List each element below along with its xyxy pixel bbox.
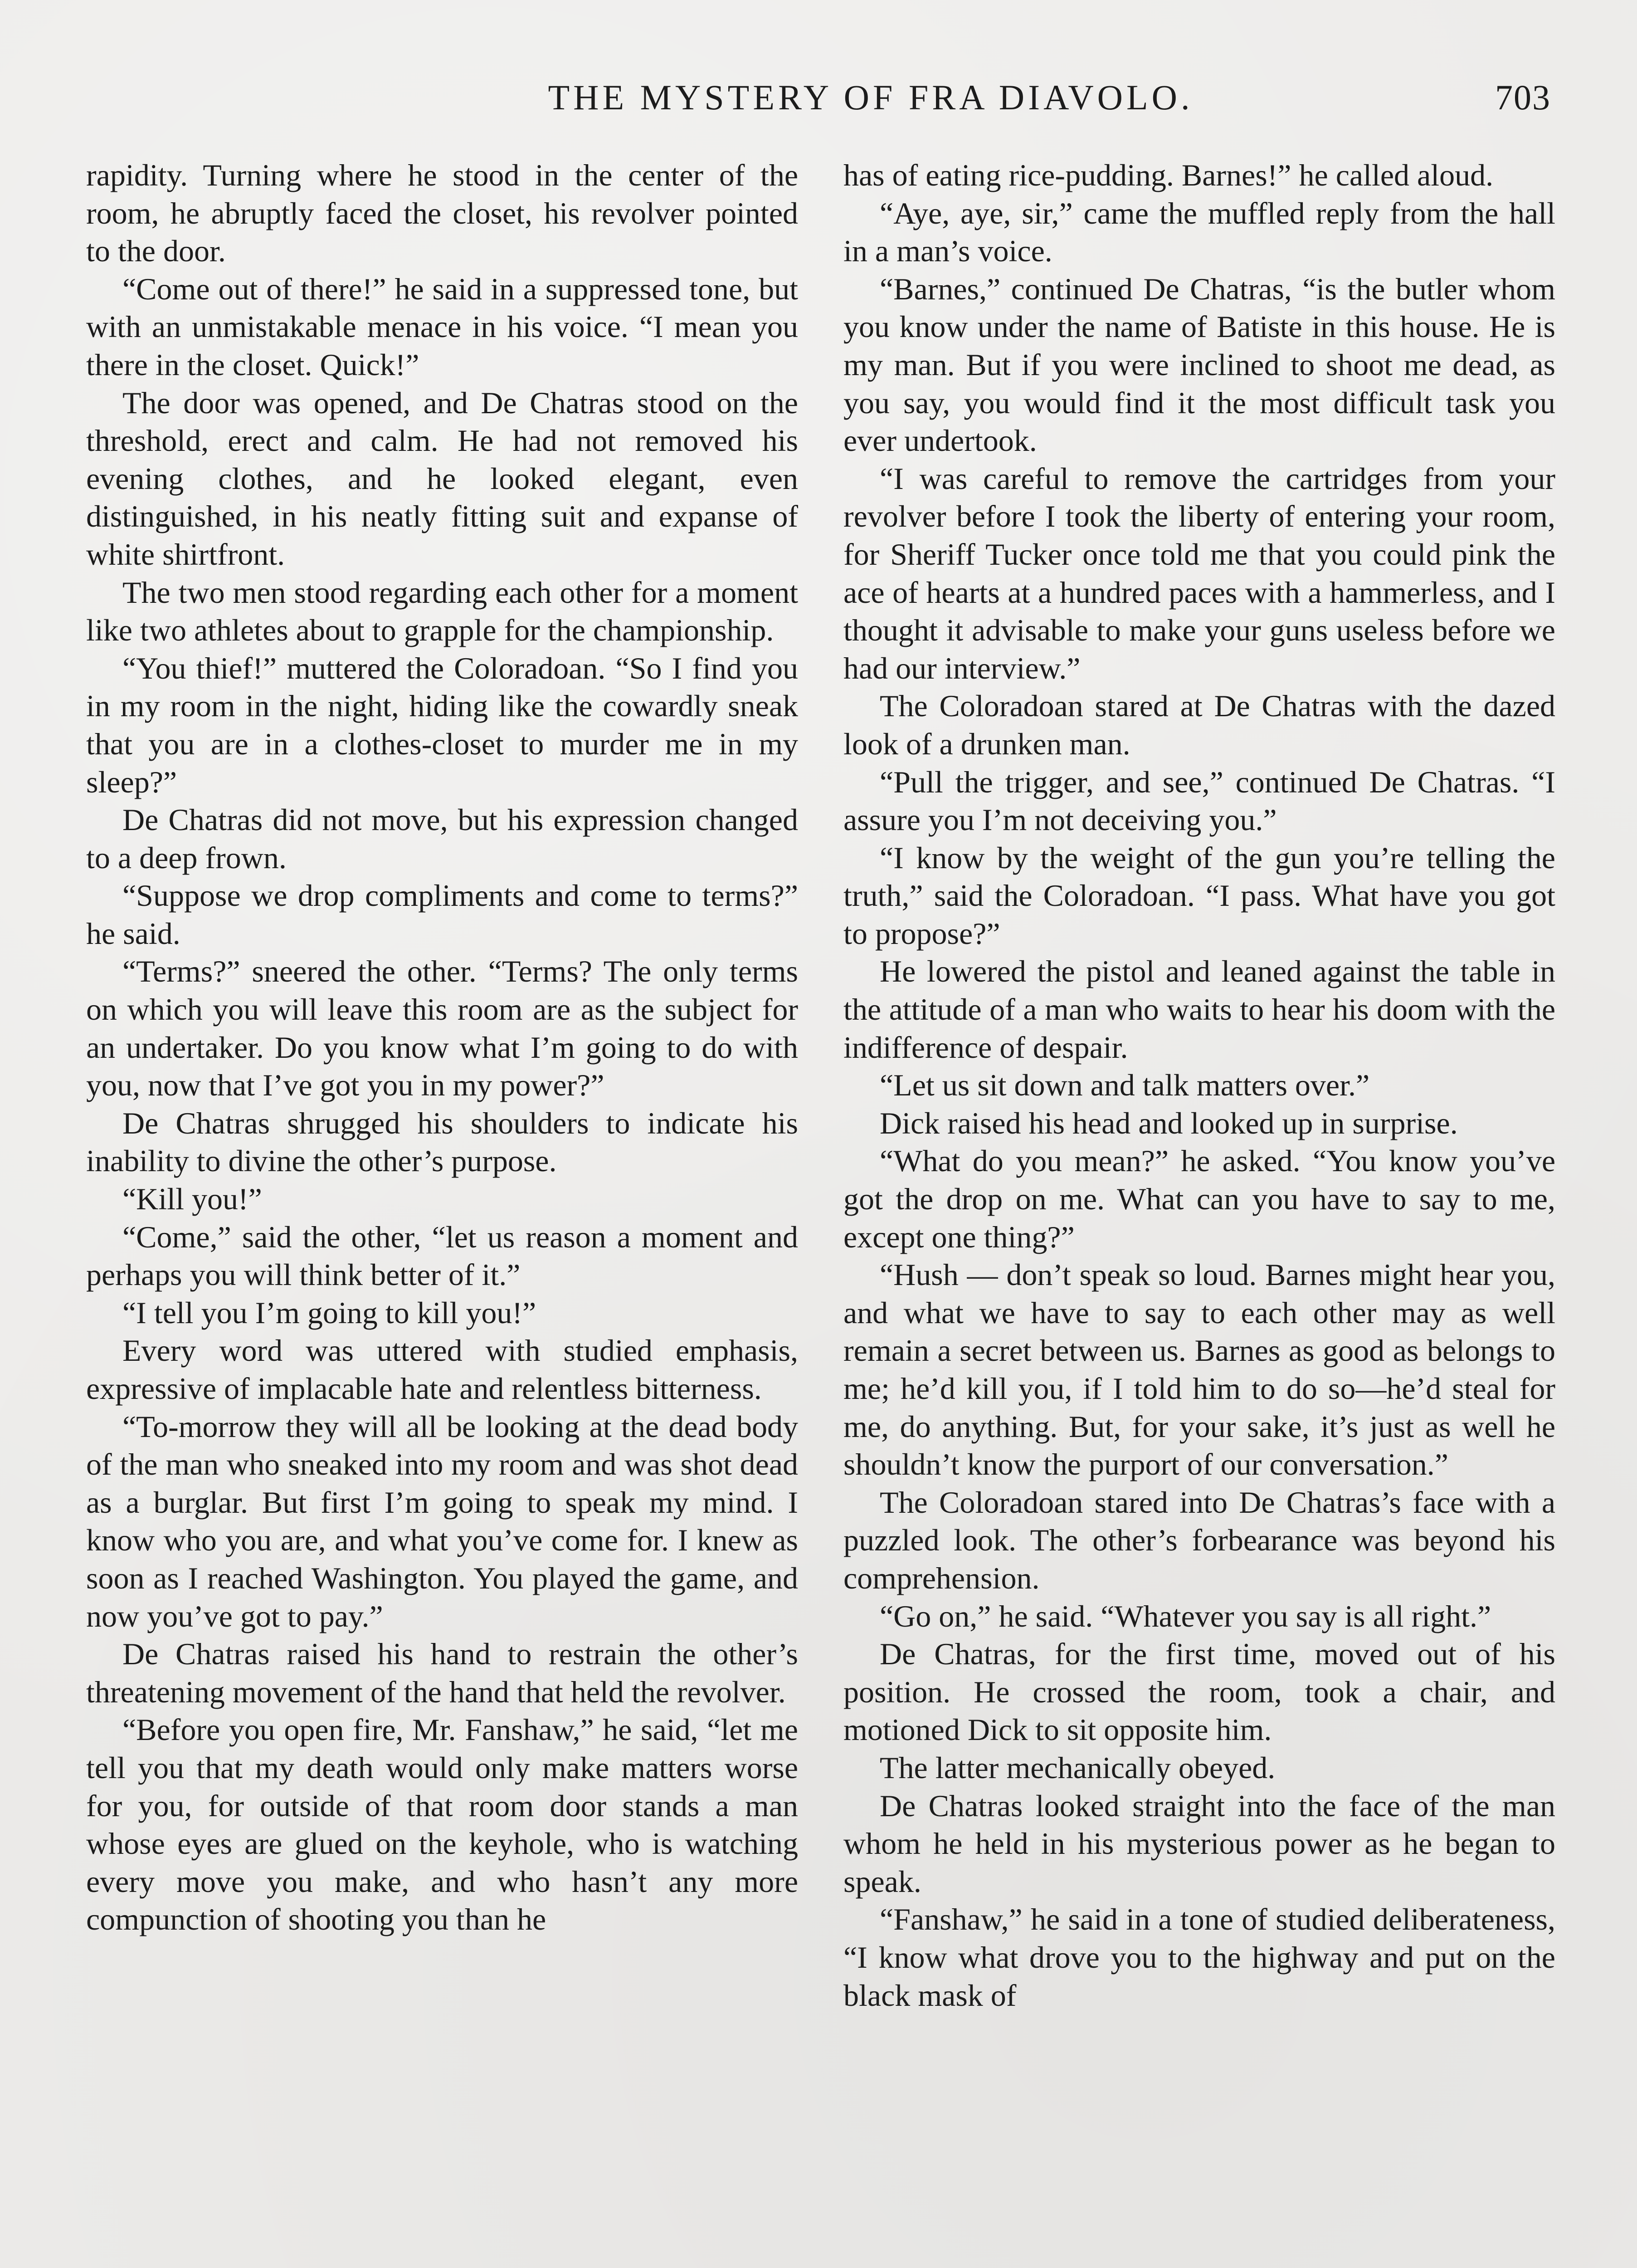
- text-column-right: [843, 156, 1555, 2268]
- paragraph: The two men stood regarding each other for a moment like two athletes about to grapple for the championship.: [86, 575, 798, 648]
- paragraph: “Go on,” he said. “Whatever you say is all right.”: [880, 1598, 1491, 1633]
- paragraph: has of eating rice-pudding. Barnes!” he called aloud.: [843, 158, 1494, 192]
- paragraph: “Aye, aye, sir,” came the muffled reply from the hall in a man’s voice.: [843, 196, 1555, 269]
- running-title: THE MYSTERY OF FRA DIAVOLO.: [548, 78, 1194, 117]
- text-column-left: [86, 156, 798, 2268]
- paragraph: De Chatras, for the first time, moved out of his position. He crossed the room, took a chair, and motioned Dick to sit opposite him.: [843, 1637, 1555, 1747]
- paragraph: “I know by the weight of the gun you’re telling the truth,” said the Coloradoan. “I pass. What have you got to propose?”: [843, 840, 1555, 951]
- paragraph: “What do you mean?” he asked. “You know you’ve got the drop on me. What can you have to say to me, except one thing?”: [843, 1144, 1555, 1254]
- paragraph: De Chatras raised his hand to restrain the other’s threatening movement of the hand that held the revolver.: [86, 1637, 798, 1709]
- paragraph: Dick raised his head and looked up in surprise.: [880, 1105, 1458, 1140]
- paragraph: De Chatras did not move, but his expression changed to a deep frown.: [86, 802, 798, 875]
- page-number: 703: [1495, 78, 1551, 117]
- paragraph: “Kill you!”: [122, 1182, 262, 1217]
- paragraph: “Fanshaw,” he said in a tone of studied deliberateness, “I know what drove you to the highway and put on the black mask of: [843, 1902, 1555, 2013]
- paragraph: “Terms?” sneered the other. “Terms? The only terms on which you will leave this room are as the subject for an undertaker. Do you know what I’m going to do with you, now that I’ve got you in my power?”: [86, 954, 798, 1103]
- paragraph: Every word was uttered with studied emphasis, expressive of implacable hate and relentless bitterness.: [86, 1333, 798, 1406]
- paragraph: He lowered the pistol and leaned against the table in the attitude of a man who waits to hear his doom with the indifference of despair.: [843, 954, 1555, 1065]
- paragraph: The latter mechanically obeyed.: [880, 1750, 1276, 1785]
- paragraph: “I tell you I’m going to kill you!”: [122, 1295, 536, 1330]
- paragraph: “Pull the trigger, and see,” continued De Chatras. “I assure you I’m not deceiving you.”: [843, 764, 1555, 837]
- paragraph: “Come out of there!” he said in a suppressed tone, but with an unmistakable menace in his voice. “I mean you there in the closet. Quick!”: [86, 271, 798, 382]
- paragraph: “To-morrow they will all be looking at the dead body of the man who sneaked into my room and was shot dead as a burglar. But first I’m going to speak my mind. I know who you are, and what you’ve come for. I knew as soon as I reached Washington. You played the game, and now you’ve got to pay.”: [86, 1409, 798, 1633]
- paragraph: The Coloradoan stared at De Chatras with the dazed look of a drunken man.: [843, 689, 1555, 761]
- paragraph: rapidity. Turning where he stood in the center of the room, he abruptly faced the closet, his revolver pointed to the door.: [86, 158, 798, 269]
- page-header: [86, 73, 1551, 122]
- paragraph: “I was careful to remove the cartridges from your revolver before I took the liberty of entering your room, for Sheriff Tucker once told me that you could pink the ace of hearts at a hundred paces with a hammerless, and I thought it advisable to make your guns useless before we had our interview.”: [843, 461, 1555, 685]
- paragraph: “Hush — don’t speak so loud. Barnes might hear you, and what we have to say to each other may as well remain a secret between us. Barnes as good as belongs to me; he’d kill you, if I told him to do so—he’d steal for me, do anything. But, for your sake, it’s just as well he shouldn’t know the purport of our conversation.”: [843, 1257, 1555, 1482]
- paragraph: “Come,” said the other, “let us reason a moment and perhaps you will think better of it.”: [86, 1219, 798, 1292]
- paragraph: “You thief!” muttered the Coloradoan. “So I find you in my room in the night, hiding like the cowardly sneak that you are in a clothes-closet to murder me in my sleep?”: [86, 650, 798, 799]
- paragraph: The door was opened, and De Chatras stood on the threshold, erect and calm. He had not removed his evening clothes, and he looked elegant, even distinguished, in his neatly fitting suit and expanse of white shirtfront.: [86, 385, 798, 572]
- paragraph: De Chatras looked straight into the face of the man whom he held in his mysterious power as he began to speak.: [843, 1788, 1555, 1899]
- paragraph: “Before you open fire, Mr. Fanshaw,” he said, “let me tell you that my death would only make matters worse for you, for outside of that room door stands a man whose eyes are glued on the keyhole, who is watching every move you make, and who hasn’t any more compunction of shooting you than he: [86, 1712, 798, 1937]
- paragraph: The Coloradoan stared into De Chatras’s face with a puzzled look. The other’s forbearance was beyond his comprehension.: [843, 1485, 1555, 1595]
- paragraph: De Chatras shrugged his shoulders to indicate his inability to divine the other’s purpose.: [86, 1105, 798, 1178]
- paragraph: “Barnes,” continued De Chatras, “is the butler whom you know under the name of Batiste in this house. He is my man. But if you were inclined to shoot me dead, as you say, you would find it the most difficult task you ever undertook.: [843, 271, 1555, 458]
- paragraph: “Let us sit down and talk matters over.”: [880, 1068, 1370, 1103]
- paragraph: “Suppose we drop compliments and come to terms?” he said.: [86, 878, 798, 951]
